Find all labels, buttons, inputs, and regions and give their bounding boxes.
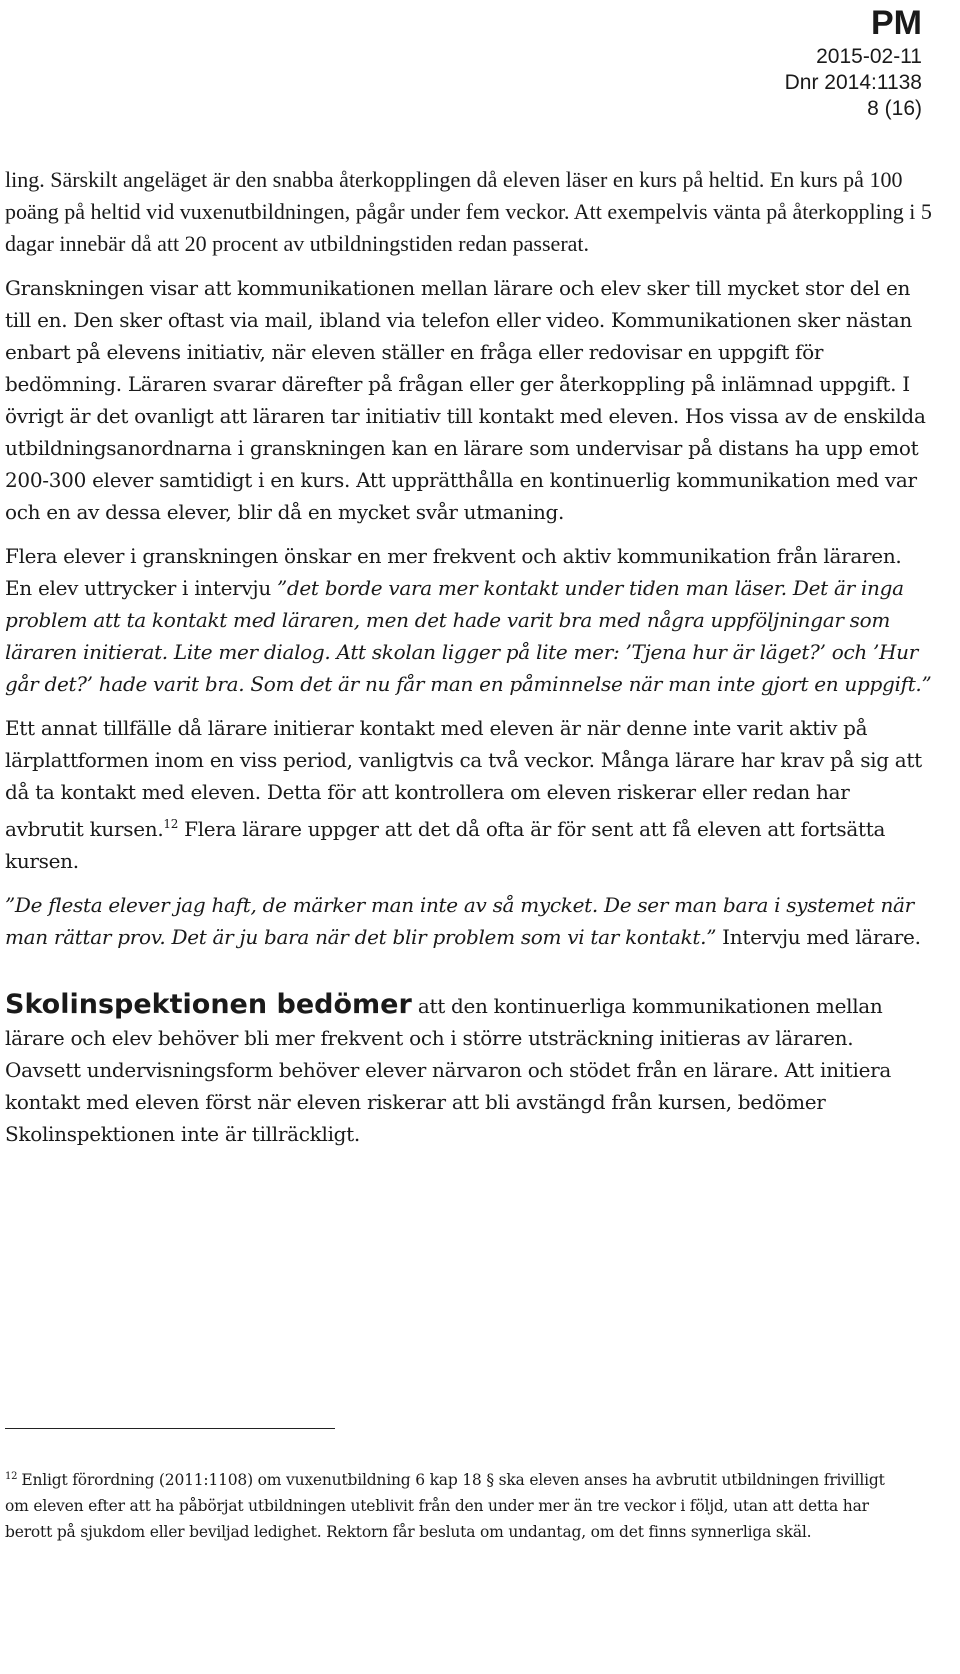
paragraph-text: Flera lärare uppger att det då ofta är för sent att få eleven att fortsätta kursen. [5, 817, 886, 873]
footnote [5, 1464, 885, 1545]
footnote-text: Enligt förordning (2011:1108) om vuxenutbildning 6 kap 18 § ska eleven anses ha avbrutit utbildningen frivilligt om eleven efter att ha påbörjat utbildningen uteblivit från den under mer än tre veckor i följd, utan att detta har berott på sjukdom eller beviljad ledighet. Rektorn får besluta om undantag, om det finns synnerliga skäl. [5, 1471, 885, 1541]
assessment-lead: Skolinspektionen bedömer [5, 989, 412, 1020]
paragraph-teacher-initiative [5, 712, 933, 877]
paragraph-assessment [5, 989, 933, 1150]
footnote-divider [5, 1428, 335, 1429]
paragraph-text: Ett annat tillfälle då lärare initierar kontakt med eleven är när denne inte varit aktiv på lärplattformen inom en viss period, vanligtvis ca två veckor. Många lärare har krav på sig att då ta kontakt med eleven. Detta för att kontrollera om eleven riskerar eller redan har avbrutit kursen. [5, 716, 922, 841]
document-type-mark: PM [871, 4, 922, 42]
paragraph-communication: Granskningen visar att kommunikationen mellan lärare och elev sker till mycket stor del en till en. Den sker oftast via mail, ibland via telefon eller video. Kommunikationen sker nästan enbart på elevens initiativ, när eleven ställer en fråga eller redovisar en uppgift för bedömning. Läraren svarar därefter på frågan eller ger återkoppling på inlämnad uppgift. I övrigt är det ovanligt att läraren tar initiativ till kontakt med eleven. Hos vissa av de enskilda utbildningsanordnarna i granskningen kan en lärare som undervisar på distans ha upp emot 200-300 elever samtidigt i en kurs. Att upprätthålla en kontinuerlig kommunikation med var och en av dessa elever, blir då en mycket svår utmaning. [5, 276, 926, 524]
paragraph-teacher-quote [5, 889, 933, 953]
quote-attribution: Intervju med lärare. [716, 925, 921, 949]
document-date: 2015-02-11 [816, 45, 922, 68]
teacher-quote: ”De flesta elever jag haft, de märker man inte av så mycket. De ser man bara i systemet när man rättar prov. Det är ju bara när det blir problem som vi tar kontakt.” [5, 893, 914, 949]
paragraph-feedback: ling. Särskilt angeläget är den snabba återkopplingen då eleven läser en kurs på heltid. En kurs på 100 poäng på heltid vid vuxenutbildningen, pågår under fem veckor. Att exempelvis vänta på återkoppling i 5 dagar innebär då att 20 procent av utbildningstiden redan passerat. [5, 167, 932, 256]
paragraph-text: att den kontinuerliga kommunikationen mellan lärare och elev behöver bli mer frekvent och i större utsträckning initieras av läraren. Oavsett undervisningsform behöver elever närvaron och stödet från en lärare. Att initiera kontakt med eleven först när eleven riskerar att bli avstängd från kursen, bedömer Skolinspektionen inte är tillräckligt. [5, 994, 892, 1146]
student-quote: ”det borde vara mer kontakt under tiden man läser. Det är inga problem att ta kontakt med läraren, men det hade varit bra med några uppföljningar som läraren initierat. Lite mer dialog. Att skolan ligger på lite mer: ’Tjena hur är läget?’ och ’Hur går det?’ hade varit bra. Som det är nu får man en påminnelse när man inte gjort en uppgift.” [5, 576, 932, 696]
paragraph-text: Flera elever i granskningen önskar en mer frekvent och aktiv kommunikation från läraren. En elev uttrycker i intervju [5, 544, 902, 600]
paragraph-student-wishes [5, 540, 933, 700]
page-header [785, 6, 922, 122]
footnote-number: 12 [5, 1471, 18, 1482]
footnote-reference[interactable]: 12 [163, 817, 179, 831]
document-dnr: Dnr 2014:1138 [784, 71, 922, 94]
document-body [5, 164, 933, 1162]
page-number: 8 (16) [867, 97, 922, 120]
